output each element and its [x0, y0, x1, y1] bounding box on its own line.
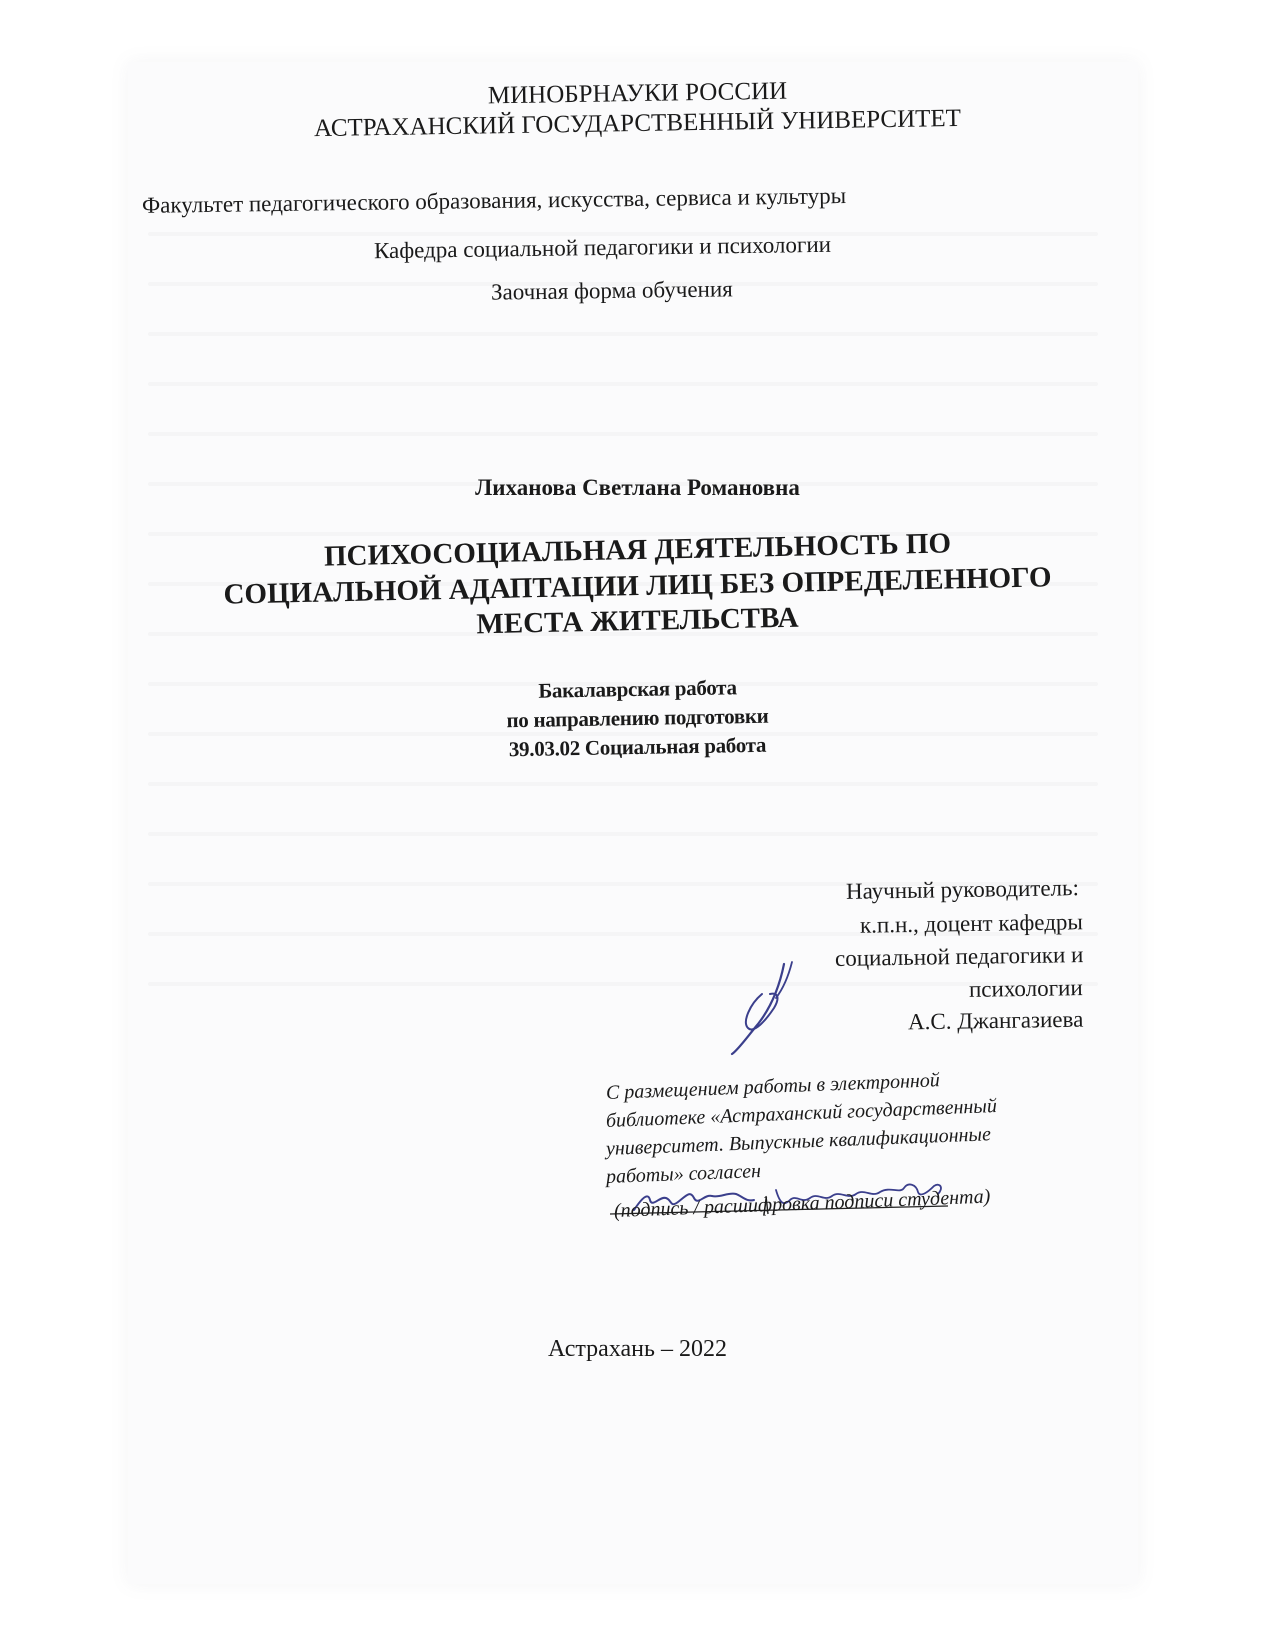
faculty-name: Факультет педагогического образования, искусства, сервиса и культуры: [141, 183, 847, 218]
thesis-title-line-1: ПСИХОСОЦИАЛЬНАЯ ДЕЯТЕЛЬНОСТЬ ПО: [323, 527, 952, 573]
ministry-name: МИНОБРНАУКИ РОССИИ: [487, 77, 788, 110]
bleed-through-line: [148, 982, 1098, 986]
supervisor-signature: [722, 958, 822, 1058]
bleed-through-line: [148, 382, 1098, 386]
bleed-through-line: [148, 832, 1098, 836]
bleed-through-line: [148, 432, 1098, 436]
consent-line-3: университет. Выпускные квалификационные: [605, 1123, 992, 1160]
study-form: Заочная форма обучения: [490, 276, 733, 305]
thesis-title-line-3: МЕСТА ЖИТЕЛЬСТВА: [476, 601, 799, 641]
consent-line-2: библиотеке «Астраханский государственный: [605, 1094, 998, 1132]
work-type-line-1: Бакалаврская работа: [538, 675, 737, 703]
work-type-line-2: по направлению подготовки: [506, 703, 769, 733]
supervisor-label: Научный руководитель:: [845, 875, 1080, 904]
supervisor-line-3: психологии: [969, 975, 1084, 1002]
work-type-line-3: 39.03.02 Социальная работа: [508, 732, 767, 762]
thesis-title-line-2: СОЦИАЛЬНОЙ АДАПТАЦИИ ЛИЦ БЕЗ ОПРЕДЕЛЕННОГО: [223, 561, 1052, 611]
city-year: Астрахань – 2022: [548, 1336, 727, 1362]
supervisor-name: А.С. Джангазиева: [907, 1006, 1084, 1035]
bleed-through-line: [148, 782, 1098, 786]
consent-line-1: С размещением работы в электронной: [605, 1069, 941, 1104]
university-name: АСТРАХАНСКИЙ ГОСУДАРСТВЕННЫЙ УНИВЕРСИТЕТ: [313, 104, 962, 143]
department-name: Кафедра социальной педагогики и психологии: [373, 231, 832, 264]
supervisor-line-2: социальной педагогики и: [834, 942, 1084, 971]
supervisor-line-1: к.п.н., доцент кафедры: [859, 909, 1084, 938]
bleed-through-line: [148, 332, 1098, 336]
student-name: Лиханова Светлана Романовна: [475, 475, 800, 500]
consent-line-4: работы» согласен: [605, 1160, 762, 1188]
signature-caption: (подпись / расшифровка подписи студента): [613, 1185, 991, 1222]
